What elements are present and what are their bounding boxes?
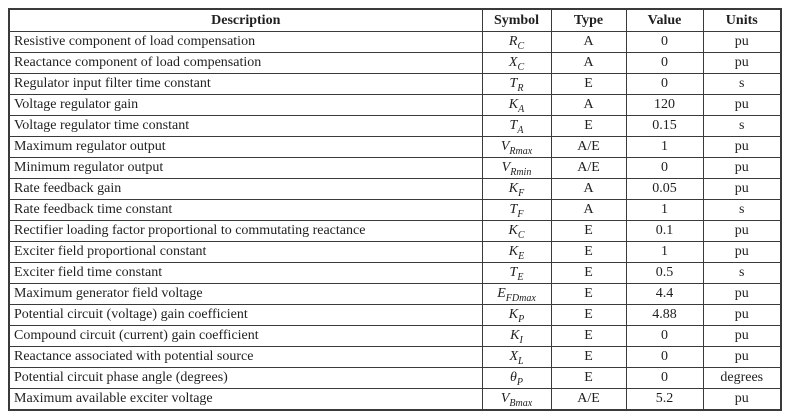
col-header-value: Value	[626, 9, 703, 32]
cell-type: E	[551, 74, 626, 95]
table-row	[9, 116, 781, 137]
symbol-text: $K_A$	[508, 97, 525, 115]
cell-value: 4.4	[626, 284, 703, 305]
symbol-text: $K_F$	[508, 181, 525, 199]
cell-symbol	[482, 263, 551, 284]
symbol-text: $X_C$	[508, 55, 525, 73]
cell-description: Voltage regulator time constant	[9, 116, 482, 137]
cell-units: s	[703, 200, 781, 221]
cell-value: 0.5	[626, 263, 703, 284]
cell-value: 0.05	[626, 179, 703, 200]
cell-type: E	[551, 284, 626, 305]
cell-symbol	[482, 200, 551, 221]
cell-value: 0	[626, 74, 703, 95]
cell-units: pu	[703, 137, 781, 158]
cell-value: 4.88	[626, 305, 703, 326]
symbol-text: $K_E$	[508, 244, 525, 262]
cell-symbol	[482, 347, 551, 368]
cell-description: Exciter field time constant	[9, 263, 482, 284]
cell-value: 0	[626, 32, 703, 53]
cell-description: Reactance associated with potential source	[9, 347, 482, 368]
table-header	[9, 9, 781, 32]
cell-type: A	[551, 200, 626, 221]
cell-description: Maximum generator field voltage	[9, 284, 482, 305]
table-row	[9, 347, 781, 368]
cell-units: pu	[703, 305, 781, 326]
col-header-type: Type	[551, 9, 626, 32]
symbol-text: $V_{Rmax}$	[500, 139, 533, 157]
col-header-units: Units	[703, 9, 781, 32]
parameter-table-container	[8, 8, 782, 411]
cell-description: Minimum regulator output	[9, 158, 482, 179]
table-row	[9, 95, 781, 116]
cell-description: Reactance component of load compensation	[9, 53, 482, 74]
cell-type: E	[551, 221, 626, 242]
table-row	[9, 32, 781, 53]
cell-type: E	[551, 347, 626, 368]
cell-units: pu	[703, 32, 781, 53]
cell-symbol	[482, 389, 551, 411]
cell-symbol	[482, 305, 551, 326]
cell-value: 0	[626, 158, 703, 179]
table-row	[9, 242, 781, 263]
symbol-text: $K_C$	[508, 223, 525, 241]
cell-value: 0.1	[626, 221, 703, 242]
cell-description: Compound circuit (current) gain coefficient	[9, 326, 482, 347]
table-body	[9, 32, 781, 411]
table-row	[9, 326, 781, 347]
cell-value: 0.15	[626, 116, 703, 137]
cell-type: A/E	[551, 389, 626, 411]
header-row	[9, 9, 781, 32]
cell-description: Rate feedback time constant	[9, 200, 482, 221]
symbol-text: $R_C$	[508, 34, 525, 52]
cell-type: E	[551, 263, 626, 284]
cell-value: 5.2	[626, 389, 703, 411]
symbol-text: $\theta_P$	[510, 370, 523, 388]
cell-units: s	[703, 263, 781, 284]
table-row	[9, 368, 781, 389]
symbol-text: $T_E$	[509, 265, 524, 283]
symbol-text: $T_F$	[509, 202, 524, 220]
cell-units: pu	[703, 284, 781, 305]
cell-value: 1	[626, 200, 703, 221]
cell-symbol	[482, 116, 551, 137]
cell-symbol	[482, 74, 551, 95]
table-row	[9, 284, 781, 305]
cell-units: pu	[703, 158, 781, 179]
cell-type: A	[551, 95, 626, 116]
cell-description: Potential circuit (voltage) gain coefficient	[9, 305, 482, 326]
cell-type: A	[551, 53, 626, 74]
cell-units: degrees	[703, 368, 781, 389]
cell-symbol	[482, 158, 551, 179]
symbol-text: $E_{FDmax}$	[497, 286, 536, 304]
table-row	[9, 305, 781, 326]
cell-symbol	[482, 284, 551, 305]
table-row	[9, 53, 781, 74]
cell-description: Exciter field proportional constant	[9, 242, 482, 263]
cell-symbol	[482, 326, 551, 347]
cell-description: Rate feedback gain	[9, 179, 482, 200]
parameter-table	[8, 8, 782, 411]
cell-units: pu	[703, 179, 781, 200]
cell-symbol	[482, 221, 551, 242]
cell-type: A/E	[551, 137, 626, 158]
cell-units: pu	[703, 242, 781, 263]
symbol-text: $K_I$	[510, 328, 523, 346]
cell-units: s	[703, 74, 781, 95]
table-row	[9, 200, 781, 221]
cell-units: pu	[703, 221, 781, 242]
cell-type: E	[551, 326, 626, 347]
cell-symbol	[482, 53, 551, 74]
table-row	[9, 158, 781, 179]
cell-units: pu	[703, 53, 781, 74]
col-header-description: Description	[9, 9, 482, 32]
cell-symbol	[482, 32, 551, 53]
cell-units: pu	[703, 326, 781, 347]
table-row	[9, 263, 781, 284]
cell-description: Maximum regulator output	[9, 137, 482, 158]
cell-units: pu	[703, 347, 781, 368]
cell-description: Regulator input filter time constant	[9, 74, 482, 95]
cell-symbol	[482, 95, 551, 116]
cell-type: A/E	[551, 158, 626, 179]
symbol-text: $X_L$	[509, 349, 524, 367]
table-row	[9, 221, 781, 242]
cell-value: 1	[626, 242, 703, 263]
cell-units: pu	[703, 389, 781, 411]
cell-value: 1	[626, 137, 703, 158]
cell-description: Rectifier loading factor proportional to commutating reactance	[9, 221, 482, 242]
symbol-text: $T_A$	[509, 118, 524, 136]
cell-type: A	[551, 32, 626, 53]
cell-value: 0	[626, 53, 703, 74]
symbol-text: $K_P$	[508, 307, 525, 325]
col-header-symbol: Symbol	[482, 9, 551, 32]
symbol-text: $V_{Rmin}$	[501, 160, 532, 178]
cell-type: E	[551, 242, 626, 263]
cell-value: 0	[626, 368, 703, 389]
table-row	[9, 137, 781, 158]
cell-value: 120	[626, 95, 703, 116]
cell-description: Voltage regulator gain	[9, 95, 482, 116]
cell-description: Resistive component of load compensation	[9, 32, 482, 53]
cell-type: A	[551, 179, 626, 200]
cell-description: Maximum available exciter voltage	[9, 389, 482, 411]
cell-type: E	[551, 368, 626, 389]
cell-symbol	[482, 242, 551, 263]
cell-units: s	[703, 116, 781, 137]
table-row	[9, 389, 781, 411]
cell-symbol	[482, 137, 551, 158]
symbol-text: $T_R$	[509, 76, 524, 94]
cell-symbol	[482, 368, 551, 389]
symbol-text: $V_{Bmax}$	[500, 391, 533, 409]
cell-type: E	[551, 116, 626, 137]
table-row	[9, 74, 781, 95]
cell-type: E	[551, 305, 626, 326]
cell-description: Potential circuit phase angle (degrees)	[9, 368, 482, 389]
cell-value: 0	[626, 326, 703, 347]
cell-symbol	[482, 179, 551, 200]
cell-value: 0	[626, 347, 703, 368]
table-row	[9, 179, 781, 200]
cell-units: pu	[703, 95, 781, 116]
